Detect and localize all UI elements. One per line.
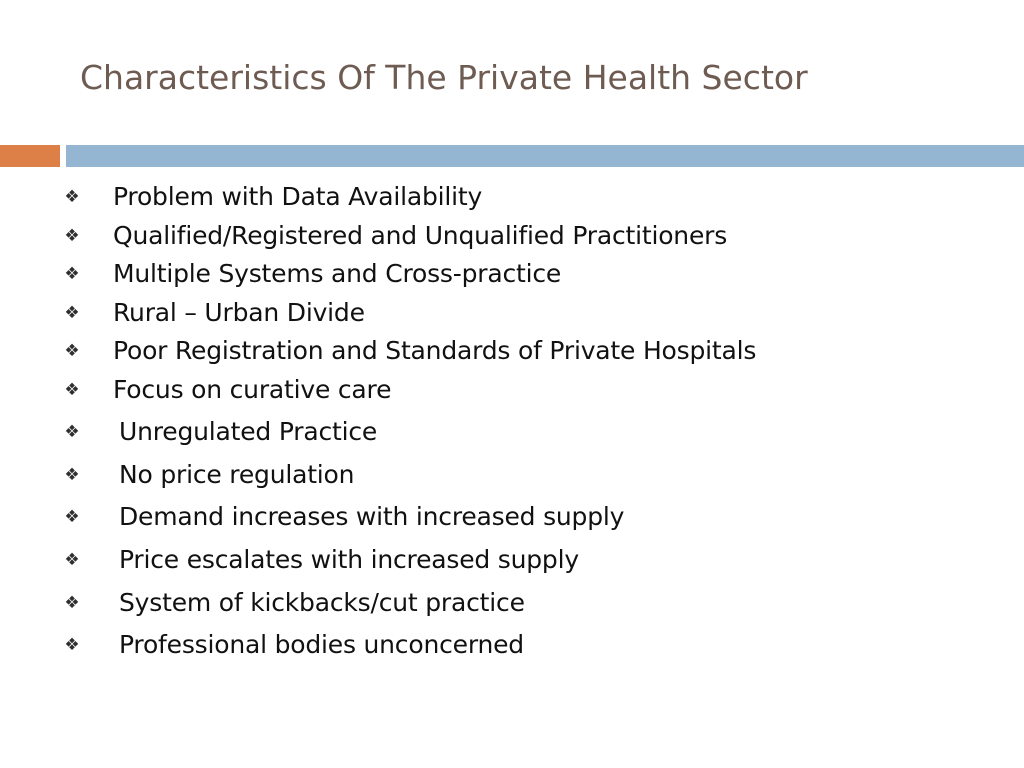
slide-title: Characteristics Of The Private Health Sector [80, 58, 808, 97]
bullet-text: Multiple Systems and Cross-practice [113, 259, 562, 288]
diamond-flower-bullet-icon: ❖ [64, 303, 80, 323]
accent-bar-blue [66, 145, 1024, 167]
bullet-text: Rural – Urban Divide [113, 298, 365, 327]
diamond-flower-bullet-icon: ❖ [64, 635, 80, 655]
bullet-text: Demand increases with increased supply [119, 502, 625, 531]
diamond-flower-bullet-icon: ❖ [64, 550, 80, 570]
diamond-flower-bullet-icon: ❖ [64, 465, 80, 485]
bullet-text: Qualified/Registered and Unqualified Practitioners [113, 221, 728, 250]
bullet-text: Professional bodies unconcerned [119, 630, 524, 659]
bullet-text: Unregulated Practice [119, 417, 378, 446]
diamond-flower-bullet-icon: ❖ [64, 341, 80, 361]
diamond-flower-bullet-icon: ❖ [64, 507, 80, 527]
diamond-flower-bullet-icon: ❖ [64, 187, 80, 207]
bullet-text: Price escalates with increased supply [119, 545, 579, 574]
diamond-flower-bullet-icon: ❖ [64, 226, 80, 246]
bullet-text: Focus on curative care [113, 375, 392, 404]
bullet-text: Poor Registration and Standards of Private Hospitals [113, 336, 757, 365]
bullet-text: No price regulation [119, 460, 355, 489]
accent-bar-orange [0, 145, 60, 167]
diamond-flower-bullet-icon: ❖ [64, 593, 80, 613]
diamond-flower-bullet-icon: ❖ [64, 422, 80, 442]
diamond-flower-bullet-icon: ❖ [64, 264, 80, 284]
bullet-text: System of kickbacks/cut practice [119, 588, 525, 617]
diamond-flower-bullet-icon: ❖ [64, 380, 80, 400]
bullet-text: Problem with Data Availability [113, 182, 483, 211]
